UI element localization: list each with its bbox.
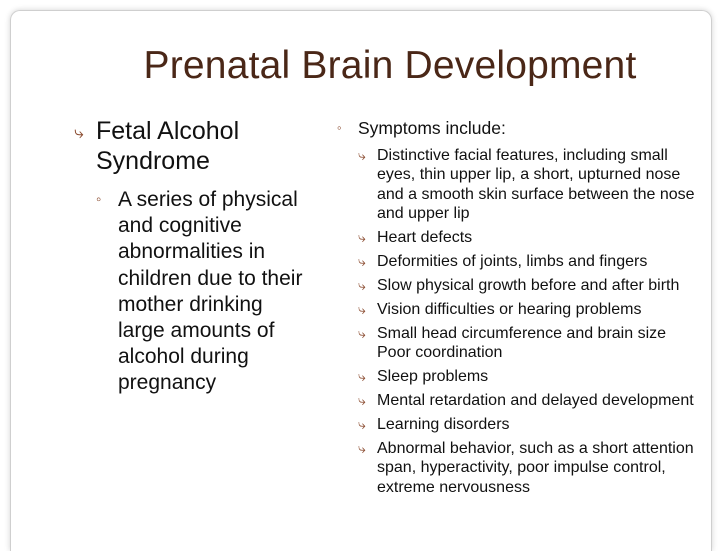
symptom-item (337, 146, 697, 224)
curved-arrow-bullet-icon: ⤷ (358, 439, 366, 456)
curved-arrow-bullet-icon: ⤷ (358, 300, 366, 317)
curved-arrow-bullet-icon: ⤷ (74, 123, 84, 142)
curved-arrow-bullet-icon: ⤷ (358, 147, 366, 163)
curved-arrow-bullet-icon: ⤷ (358, 324, 366, 341)
fas-heading-item (74, 116, 313, 176)
left-column (74, 116, 313, 397)
symptom-text: Distinctive facial features, including small eyes, thin upper lip, a short, upturned nose and a smooth skin surface between the nose and upper lip (377, 147, 695, 223)
symptom-item (337, 324, 697, 363)
circle-bullet-icon: ◦ (337, 120, 342, 135)
curved-arrow-bullet-icon: ⤷ (358, 276, 366, 293)
symptoms-heading-item (337, 117, 697, 139)
symptom-text: Small head circumference and brain size Poor coordination (377, 324, 667, 362)
symptom-text: Mental retardation and delayed development (377, 391, 694, 409)
symptom-item (337, 367, 697, 386)
symptom-text: Sleep problems (377, 368, 489, 386)
symptom-text: Heart defects (377, 229, 473, 247)
right-column (337, 117, 697, 502)
symptom-item (337, 300, 697, 319)
curved-arrow-bullet-icon: ⤷ (358, 368, 366, 385)
symptom-text: Vision difficulties or hearing problems (377, 300, 642, 318)
symptoms-heading: Symptoms include: (358, 118, 506, 138)
curved-arrow-bullet-icon: ⤷ (358, 253, 366, 270)
curved-arrow-bullet-icon: ⤷ (358, 391, 366, 408)
symptom-item (337, 391, 697, 410)
curved-arrow-bullet-icon: ⤷ (358, 415, 366, 432)
curved-arrow-bullet-icon: ⤷ (358, 229, 366, 246)
symptom-text: Deformities of joints, limbs and fingers (377, 253, 648, 271)
symptom-item (337, 228, 697, 247)
fas-heading: Fetal Alcohol Syndrome (96, 117, 240, 175)
symptom-text: Abnormal behavior, such as a short attention span, hyperactivity, poor impulse control, extreme nervousness (377, 439, 694, 496)
symptom-item (337, 439, 697, 497)
symptom-text: Learning disorders (377, 415, 510, 433)
symptom-item (337, 415, 697, 434)
symptom-text: Slow physical growth before and after birth (377, 276, 680, 294)
circle-bullet-icon: ◦ (96, 191, 102, 208)
symptoms-list (337, 146, 697, 497)
symptom-item (337, 276, 697, 295)
fas-description: A series of physical and cognitive abnormalities in children due to their mother drinking large amounts of alcohol during pregnancy (118, 188, 303, 395)
slide-title: Prenatal Brain Development (143, 44, 637, 87)
symptom-item (337, 252, 697, 271)
fas-description-item (78, 187, 313, 397)
